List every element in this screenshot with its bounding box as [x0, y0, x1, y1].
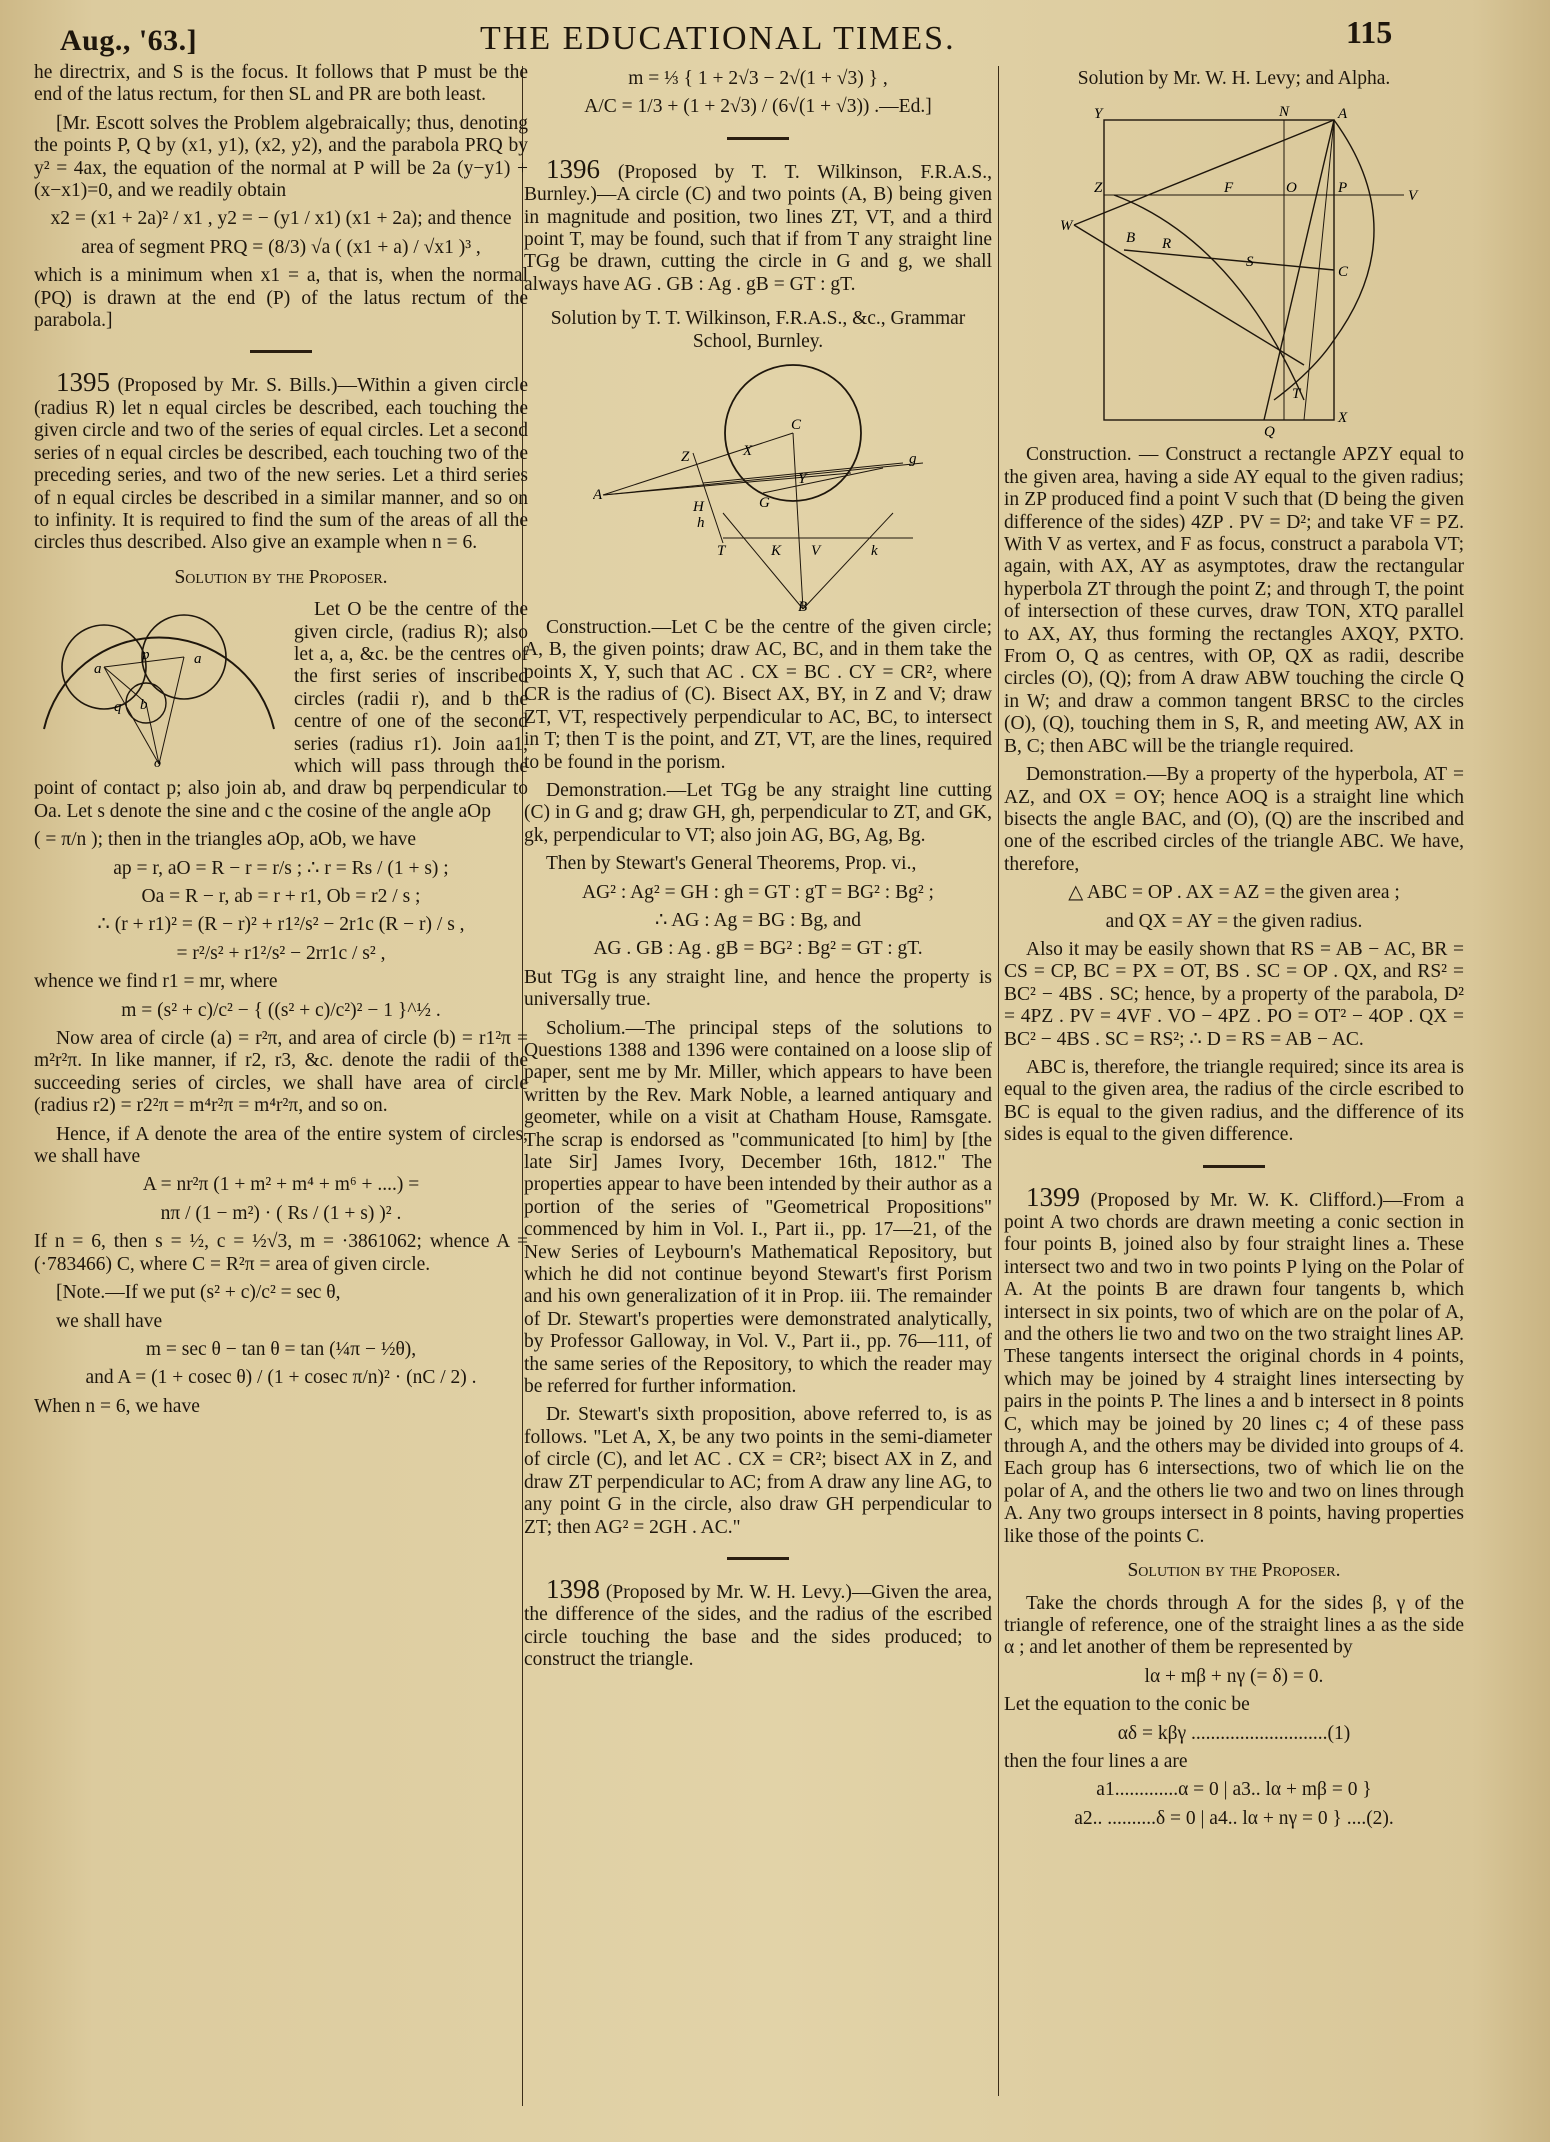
page-number: 115: [1346, 14, 1393, 50]
paragraph: [Note.—If we put (s² + c)/c² = sec θ,: [56, 1282, 341, 1304]
solution-heading: Solution by the Proposer.: [1127, 1560, 1341, 1582]
equation: and QX = AY = the given radius.: [1105, 910, 1363, 932]
fig-label: T: [717, 543, 726, 560]
equation: AG² : Ag² = GH : gh = GT : gT = BG² : Bg² ;: [582, 881, 934, 903]
question-1395: [34, 367, 528, 554]
fig-label: W: [1060, 218, 1073, 235]
fig-label: B: [798, 599, 808, 614]
fig-label: p: [142, 647, 150, 664]
paragraph: we shall have: [56, 1310, 163, 1332]
paragraph: Demonstration.—By a property of the hyperbola, AT = AZ, and OX = OY; hence AOQ is a straight line which bisects the angle BAC, and (O), (Q) are the inscribed and one of the escribed circles of the triangle ABC. We have, therefore,: [1004, 764, 1464, 875]
paragraph: Then by Stewart's General Theorems, Prop. vi.,: [546, 853, 917, 875]
paragraph: he directrix, and S is the focus. It follows that P must be the end of the latus rectum, for then SL and PR are both least.: [34, 62, 528, 106]
fig-label: k: [871, 543, 878, 560]
equation: area of segment PRQ = (8/3) √a ( (x1 + a) / √x1 )³ ,: [81, 236, 481, 258]
fig-label: N: [1279, 104, 1290, 121]
right-column: [1004, 62, 1464, 2122]
solution-heading: Solution by the Proposer.: [174, 566, 388, 588]
triangle-figure: [1034, 100, 1434, 440]
porism-figure: [593, 363, 923, 613]
fig-label: A: [1338, 106, 1348, 123]
paragraph: Scholium.—The principal steps of the solutions to Questions 1388 and 1396 were contained on a loose slip of paper, sent me by Mr. Miller, which appears to have been written by the Rev. Mark Noble, a learned antiquary and geometer, while on a visit at Chatham House, Ramsgate. The scrap is endorsed as "communicated [to him] by [the late Sir] James Ivory, December 16th, 1812." The properties appear to have been intended by their author as a portion of the series of "Geometrical Propositions" commenced by him in Vol. I., Part ii., pp. 17—21, of the New Series of Leybourn's Mathematical Repository, but which he did not continue beyond Stewart's first Porism and his own generalization of it in Prop. iii. The remainder of Dr. Stewart's properties were demonstrated analytically, by Professor Galloway, in Vol. V., Part ii., pp. 76—111, of the same series of the Repository, to which the reader may be referred for further information.: [524, 1017, 992, 1398]
fig-label: S: [1246, 254, 1254, 271]
fig-label: Z: [1094, 180, 1103, 197]
equation: = r²/s² + r1²/s² − 2rr1c / s² ,: [176, 942, 386, 964]
paragraph: Let O be the centre of the given circle, (radius R); also let a, a, &c. be the centres of the first series of inscribed circles (radii r), and b the centre of one of the second series (radius r1). Join aa1, which will pass through the point of contact p; also join ab, and draw bq perpendicular to Oa. Let s denote the sine and c the cosine of the angle aOp: [34, 599, 528, 822]
question-1396: [524, 153, 992, 296]
paragraph: Also it may be easily shown that RS = AB − AC, BR = CS = CP, BC = PX = OT, BS . SC = OP . QX, and RS² = BC² − 4BS . SC; hence, by a property of the parabola, D² = 4PZ . PV = 4VF . VO − 4PZ . PO = OT² − 4OP . QX = BC² − 4BS . SC = RS²; ∴ D = RS = AB − AC.: [1004, 938, 1464, 1050]
question-1399: [1004, 1181, 1464, 1549]
equation: AG . GB : Ag . gB = BG² : Bg² = GT : gT.: [593, 938, 923, 960]
paragraph: then the four lines a are: [1004, 1750, 1188, 1772]
fig-label: B: [1126, 230, 1136, 247]
paragraph: When n = 6, we have: [34, 1395, 200, 1417]
issue-date: Aug., '63.]: [60, 24, 198, 57]
fig-label: A: [593, 487, 603, 504]
fig-label: X: [1338, 410, 1348, 427]
paragraph: whence we find r1 = mr, where: [34, 971, 278, 993]
fig-label: O: [1286, 180, 1297, 197]
fig-label: F: [1224, 180, 1234, 197]
fig-label: H: [693, 499, 704, 516]
fig-label: a: [94, 661, 102, 678]
question-number: 1395: [56, 367, 110, 398]
fig-label: X: [743, 443, 753, 460]
circles-figure: [34, 599, 284, 769]
section-divider: [250, 350, 312, 353]
equation: ap = r, aO = R − r = r/s ; ∴ r = Rs / (1 + s) ;: [113, 857, 449, 879]
paragraph: But TGg is any straight line, and hence the property is universally true.: [524, 966, 992, 1011]
paragraph: ( = π/n ); then in the triangles aOp, aOb, we have: [34, 829, 417, 851]
fig-label: V: [811, 543, 821, 560]
equation: nπ / (1 − m²) · ( Rs / (1 + s) )² .: [160, 1202, 402, 1224]
equation: a2.. ..........δ = 0 | a4.. lα + nγ = 0 } ....(2).: [1074, 1807, 1394, 1829]
solution-heading: Solution by T. T. Wilkinson, F.R.A.S., &c., Grammar School, Burnley.: [550, 308, 966, 352]
fig-label: K: [771, 543, 782, 560]
left-column: [34, 62, 528, 2122]
equation: a1.............α = 0 | a3.. lα + mβ = 0 }: [1096, 1779, 1372, 1801]
fig-label: Y: [1094, 106, 1103, 123]
equation: Oa = R − r, ab = r + r1, Ob = r2 / s ;: [141, 886, 421, 907]
equation: and A = (1 + cosec θ) / (1 + cosec π/n)² · (nC / 2) .: [85, 1367, 477, 1389]
section-divider: [1203, 1165, 1265, 1168]
fig-label: C: [791, 417, 802, 434]
fig-label: b: [140, 697, 148, 714]
question-text: (Proposed by Mr. S. Bills.)—Within a given circle (radius R) let n equal circles be described, each touching the given circle and two of the series of equal circles. Let a second series of n equal circles be described, each touching two of the preceding series, and two of the new series. Let a third series of n equal circles be described in a similar manner, and so on to infinity. It is required to find the sum of the areas of all the circles thus described. Also give an example when n = 6.: [34, 375, 528, 554]
fig-label: Y: [798, 471, 807, 488]
paragraph: [Mr. Escott solves the Problem algebraically; thus, denoting the points P, Q by (x1, y1), (x2, y2), and the parabola PRQ by y² = 4ax, the equation of the normal at P will be 2a (y−y1) + (x−x1)=0, and we readily obtain: [34, 112, 528, 202]
question-number: 1399: [1026, 1181, 1080, 1212]
fig-label: P: [1338, 180, 1348, 197]
paragraph: Let the equation to the conic be: [1004, 1694, 1250, 1716]
fig-label: q: [114, 699, 122, 716]
equation: A = nr²π (1 + m² + m⁴ + m⁶ + ....) =: [142, 1174, 420, 1196]
fig-label: R: [1162, 236, 1172, 253]
fig-label: Q: [1264, 424, 1275, 441]
fig-label: h: [697, 515, 705, 532]
solution-heading: Solution by Mr. W. H. Levy; and Alpha.: [1077, 68, 1391, 89]
equation: ∴ (r + r1)² = (R − r)² + r1²/s² − 2r1c (R − r) / s ,: [97, 914, 465, 936]
fig-label: T: [1292, 386, 1301, 403]
fig-label: V: [1408, 188, 1418, 205]
equation: αδ = kβγ ............................(1): [1117, 1722, 1351, 1744]
section-divider: [727, 137, 789, 140]
equation: m = (s² + c)/c² − { ((s² + c)/c²)² − 1 }^½ .: [121, 999, 441, 1021]
question-1398: [524, 1573, 992, 1672]
equation: x2 = (x1 + 2a)² / x1 , y2 = − (y1 / x1) (x1 + 2a); and thence: [50, 208, 512, 230]
equation: lα + mβ + nγ (= δ) = 0.: [1144, 1665, 1324, 1687]
equation: m = sec θ − tan θ = tan (¼π − ½θ),: [145, 1338, 417, 1360]
paragraph: Hence, if A denote the area of the entire system of circles, we shall have: [34, 1123, 528, 1168]
fig-label: o: [154, 756, 161, 770]
equation: m = ⅓ { 1 + 2√3 − 2√(1 + √3) } ,: [628, 68, 888, 89]
section-divider: [727, 1557, 789, 1560]
paragraph: Construction.—Let C be the centre of the given circle; A, B, the given points; draw AC, BC, and in them take the points X, Y, such that AC . CX = BC . CY = CR², where CR is the radius of (C). Bisect AX, BY, in Z and V; draw ZT, VT, respectively perpendicular to AC, BC, to intersect in T; then T is the point, and ZT, VT, are the lines, required to be found in the porism.: [524, 617, 992, 773]
publication-title: THE EDUCATIONAL TIMES.: [480, 20, 956, 57]
question-text: (Proposed by Mr. W. H. Levy.)—Given the area, the difference of the sides, and the radius of the escribed circle touching the base and the sides produced; to construct the triangle.: [524, 1581, 992, 1671]
paragraph: If n = 6, then s = ½, c = ½√3, m = ·3861062; whence A = (·783466) C, where C = R²π = area of given circle.: [34, 1231, 528, 1275]
fig-label: G: [759, 495, 770, 512]
paragraph: Take the chords through A for the sides β, γ of the triangle of reference, one of the straight lines a as the side α ; and let another of them be represented by: [1004, 1592, 1464, 1659]
question-number: 1396: [546, 153, 600, 184]
paragraph: Demonstration.—Let TGg be any straight line cutting (C) in G and g; draw GH, gh, perpendicular to ZT, and GK, gk, perpendicular to VT; also join AG, BG, Ag, Bg.: [524, 779, 992, 846]
page-header: [0, 6, 1550, 66]
equation: A/C = 1/3 + (1 + 2√3) / (6√(1 + √3)) .—Ed.]: [584, 96, 932, 118]
fig-label: C: [1338, 264, 1349, 281]
paragraph: Dr. Stewart's sixth proposition, above referred to, is as follows. "Let A, X, be any two points in the semi-diameter of circle (C), and let AC . CX = CR²; bisect AX in Z, and draw ZT perpendicular to AC; from A draw any line AG, to any point G in the circle, also draw GH perpendicular to ZT; then AG² = 2GH . AC.": [524, 1404, 992, 1538]
fig-label: a: [194, 651, 202, 668]
question-text: (Proposed by Mr. W. K. Clifford.)—From a point A two chords are drawn meeting a conic section in four points B, joined also by four straight lines a. These intersect two and two in two points P lying on the Polar of A. At the points B are drawn four tangents b, which intersect in six points, two of which are on the polar of A, and the others lie two and two on the two straight lines AP. These tangents intersect the original chords in 4 points, which may be joined by 4 straight lines intersecting by pairs in the points P. The lines a and b intersect in 8 points C, which may be joined by 20 lines c; 4 of these pass through A, and the others may be divided into groups of 4. Each group has 6 intersections, two of which lie on the polar of A, and the others lie two and two on lines through A. Any two groups intersect in 8 points, having properties like those of the points C.: [1004, 1189, 1464, 1547]
paragraph: which is a minimum when x1 = a, that is, when the normal (PQ) is drawn at the end (P) of the latus rectum of the parabola.]: [34, 265, 528, 332]
paragraph: Construction. — Construct a rectangle APZY equal to the given area, having a side AY equal to the given radius; in ZP produced find a point V such that (D being the given difference of the sides) 4ZP . PV = D²; and take VF = PZ. With V as vertex, and F as focus, construct a parabola VT; again, with AX, AY as asymptotes, draw the rectangular hyperbola ZT through the point Z; and through T, the point of intersection of these curves, draw TON, XTQ parallel to AX, AY, thus forming the rectangles AXQY, PXTO. From O, Q as centres, with OP, QX as radii, describe circles (O), (Q); from A draw ABW touching the circle Q in W; and draw a common tangent BRSC to the circles (O), (Q), touching them in S, R, and meeting AW, AX in B, C; then ABC will be the triangle required.: [1004, 444, 1464, 757]
equation: ∴ AG : Ag = BG : Bg, and: [655, 909, 861, 931]
equation: △ ABC = OP . AX = AZ = the given area ;: [1068, 882, 1400, 904]
column-rule-right: [998, 66, 999, 2096]
paragraph: ABC is, therefore, the triangle required; since its area is equal to the given area, the radius of the circle escribed to BC is equal to the given radius, and the difference of its sides is equal to the given difference.: [1004, 1056, 1464, 1146]
question-text: (Proposed by T. T. Wilkinson, F.R.A.S., Burnley.)—A circle (C) and two points (A, B) being given in magnitude and position, two lines ZT, VT, and a third point T, may be found, such that if from T any straight line TGg be drawn, cutting the circle in G and g, we shall always have AG . GB : Ag . gB = GT : gT.: [524, 161, 992, 295]
paragraph: Now area of circle (a) = r²π, and area of circle (b) = r1²π = m²r²π. In like manner, if r2, r3, &c. denote the radii of the succeeding series of circles, we shall have area of circle (radius r2) = r2²π = m⁴r²π = m⁴r²π, and so on.: [34, 1028, 528, 1117]
question-number: 1398: [546, 1573, 600, 1604]
fig-label: Z: [681, 449, 690, 466]
middle-column: [524, 62, 992, 2112]
fig-label: g: [909, 451, 917, 468]
